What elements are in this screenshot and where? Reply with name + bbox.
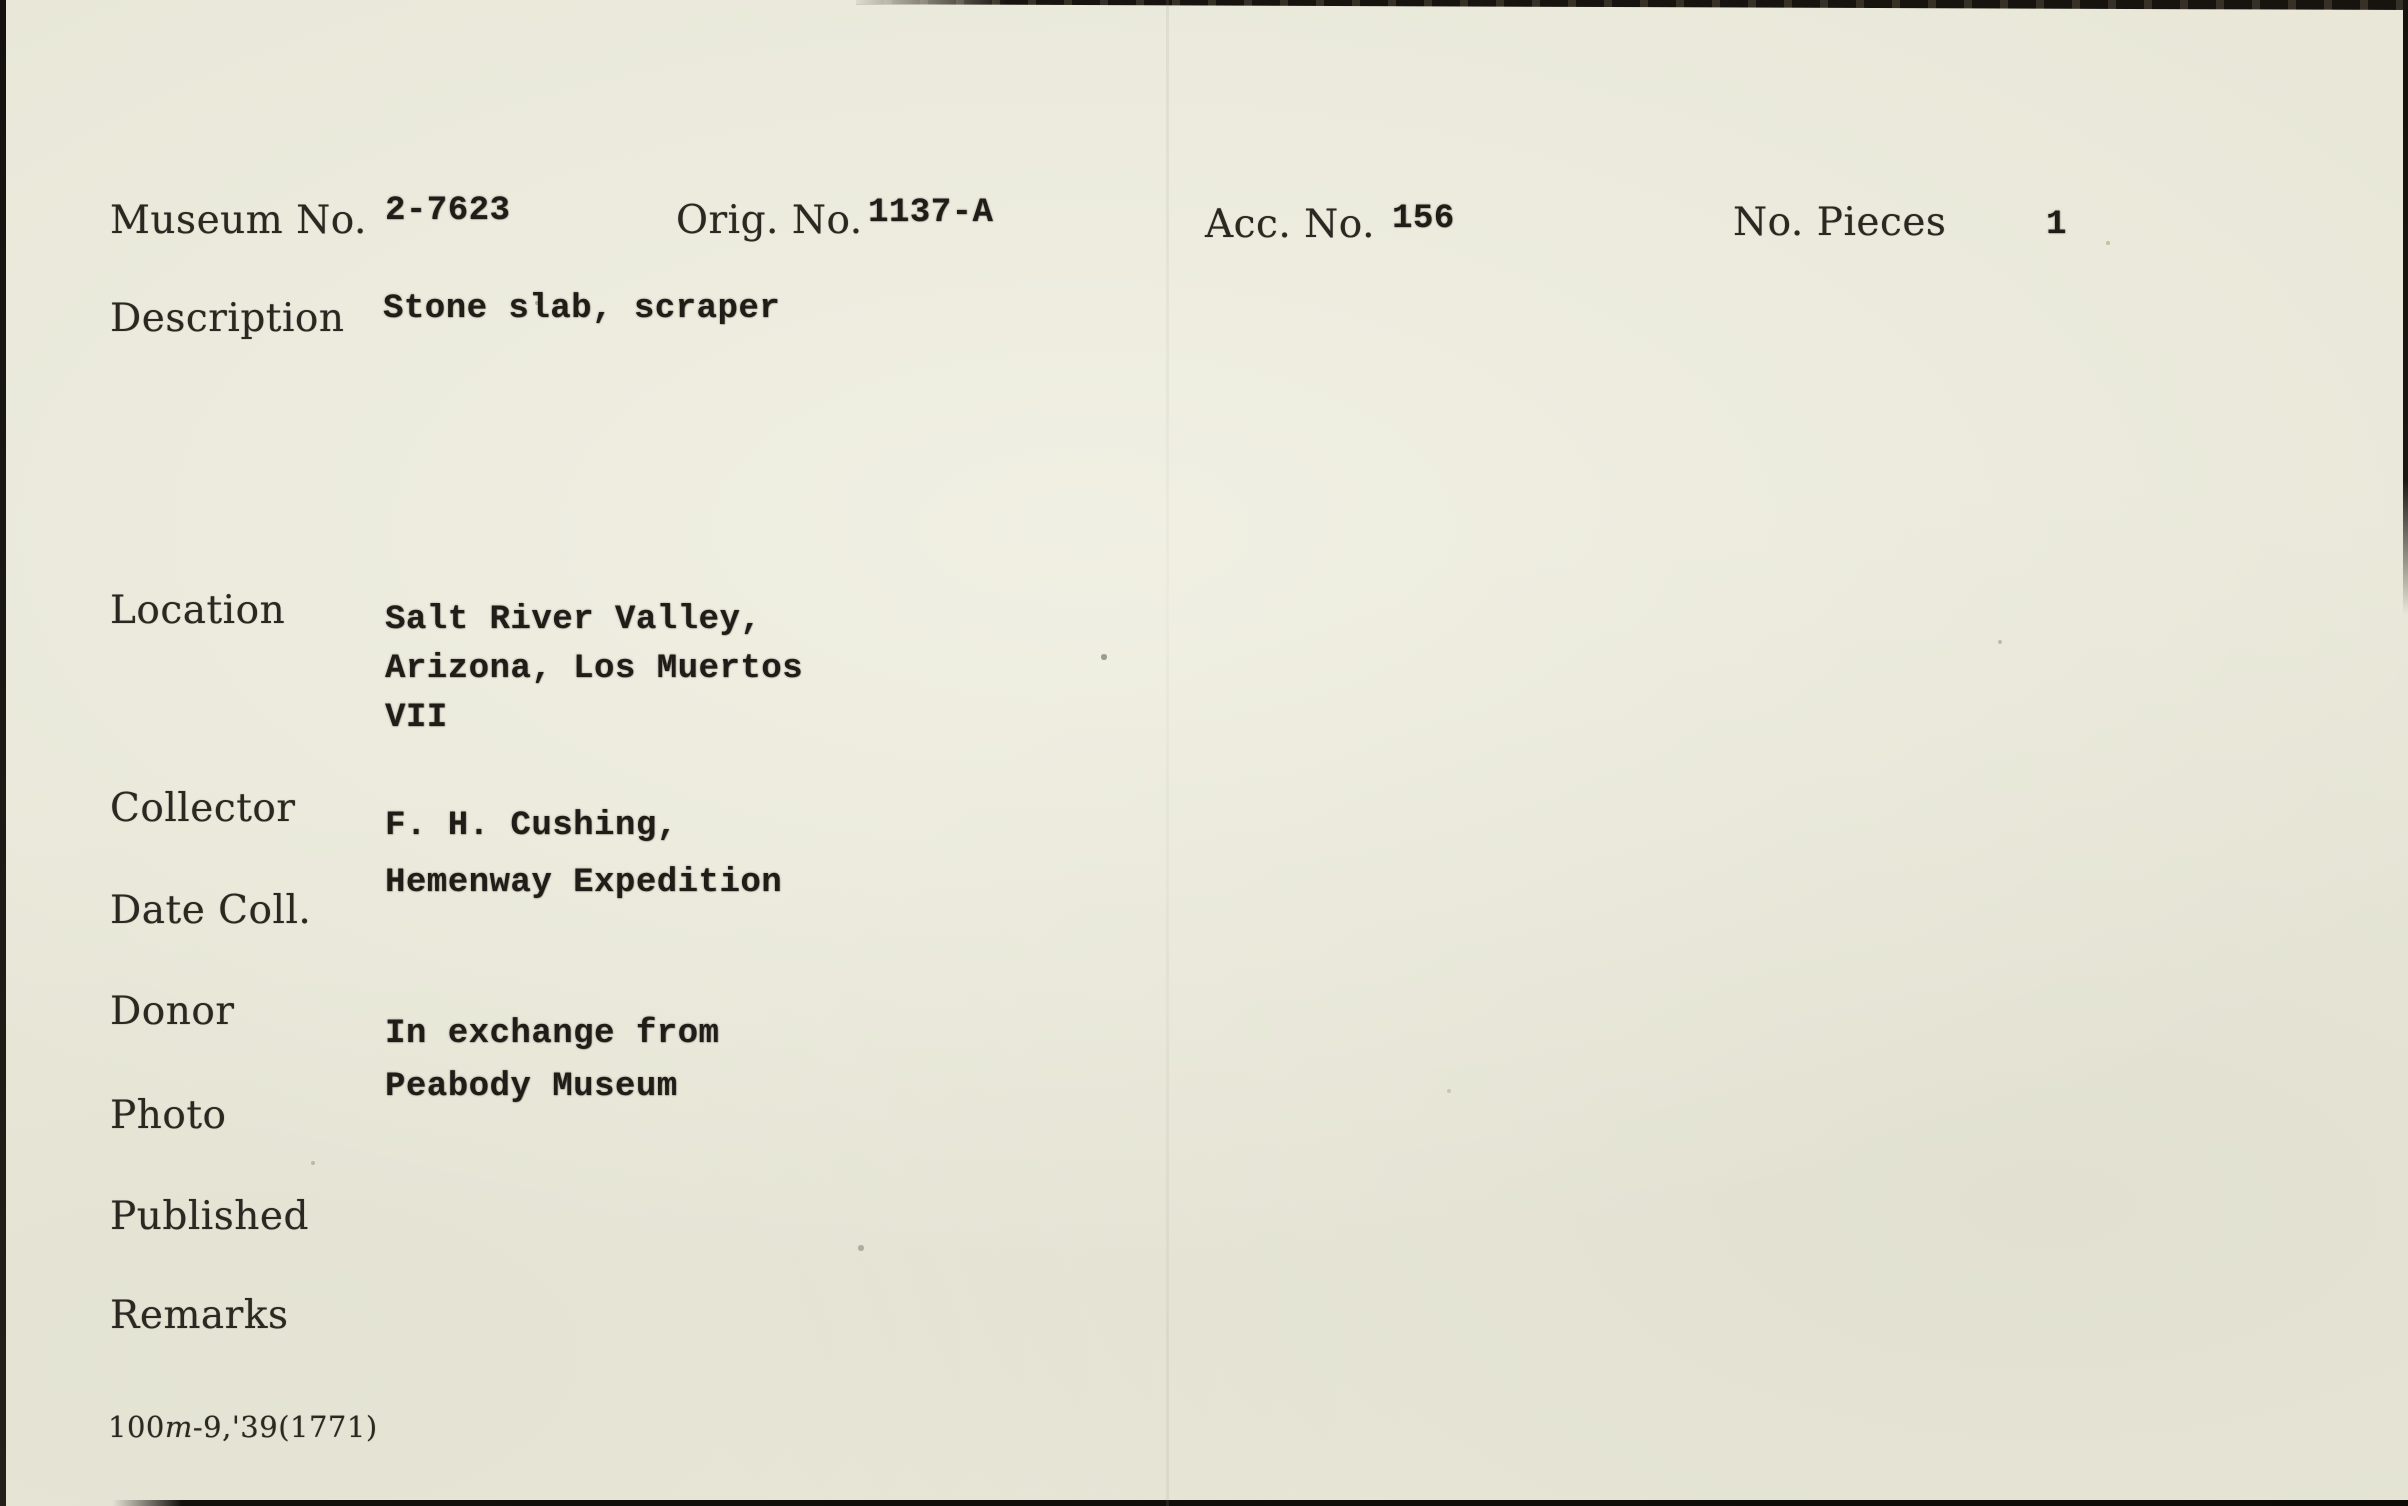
card-crease: [1166, 0, 1169, 1506]
orig-no-label: Orig. No.: [676, 198, 863, 243]
collector-value: [385, 798, 782, 912]
location-line: Arizona, Los Muertos: [385, 650, 804, 688]
form-print-code-part: 100: [108, 1410, 165, 1444]
photo-label: Photo: [110, 1093, 227, 1138]
form-print-code-part: -9,'39(1771): [192, 1410, 378, 1444]
published-label: Published: [110, 1194, 309, 1239]
description-label: Description: [110, 296, 345, 341]
remarks-label: Remarks: [110, 1293, 289, 1338]
scan-edge-left: [0, 0, 6, 1506]
collector-line: F. H. Cushing,: [385, 807, 678, 845]
acc-no-value: 156: [1392, 200, 1455, 238]
donor-line: Peabody Museum: [385, 1068, 678, 1106]
location-label: Location: [110, 588, 286, 633]
museum-no-value: 2-7623: [385, 192, 511, 230]
no-pieces-label: No. Pieces: [1733, 200, 1947, 245]
donor-line: In exchange from: [385, 1015, 720, 1053]
acc-no-label: Acc. No.: [1205, 202, 1375, 247]
form-print-code: [108, 1410, 378, 1444]
form-print-code-part: m: [164, 1410, 193, 1444]
scan-edge-top: [856, 0, 2408, 10]
paper-speckles: [0, 0, 2, 2]
collector-line: Hemenway Expedition: [385, 864, 783, 902]
scan-edge-bottom: [112, 1500, 2408, 1506]
donor-value: [385, 1008, 719, 1114]
donor-label: Donor: [110, 989, 235, 1034]
location-line: Salt River Valley,: [385, 601, 762, 639]
museum-no-label: Museum No.: [110, 198, 367, 243]
location-line: VII: [385, 699, 448, 737]
no-pieces-value: 1: [2046, 206, 2067, 244]
scan-edge-right: [2403, 0, 2408, 615]
description-value: Stone slab, scraper: [383, 290, 781, 328]
location-value: [385, 596, 803, 743]
collector-label: Collector: [110, 786, 296, 831]
orig-no-value: 1137-A: [868, 194, 994, 232]
date-coll-label: Date Coll.: [110, 888, 312, 933]
